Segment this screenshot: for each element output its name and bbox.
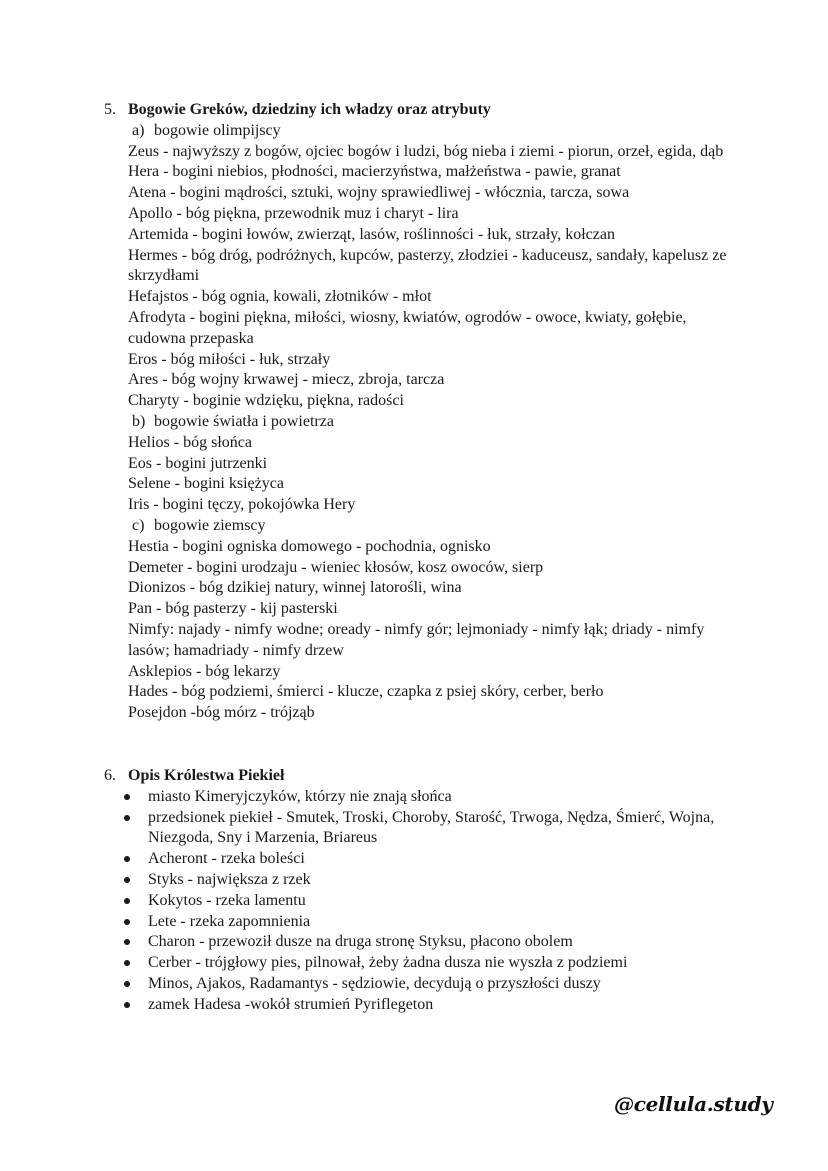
god-entry: Ares - bóg wojny krwawej - miecz, zbroja, tarcza	[128, 371, 445, 389]
god-entry: Helios - bóg słońca	[128, 433, 252, 451]
subsection-label: bogowie olimpijscy	[154, 121, 281, 139]
list-item	[104, 932, 744, 953]
bullet-icon	[124, 856, 130, 862]
list-item-text: zamek Hadesa -wokół strumień Pyriflegeton	[148, 995, 434, 1013]
list-item-text: Kokytos - rzeka lamentu	[148, 891, 306, 909]
list-item	[104, 870, 744, 891]
list-item	[104, 912, 744, 933]
list-item-text: przedsionek piekieł - Smutek, Troski, Choroby, Starość, Trwoga, Nędza, Śmierć, Wojna, Niezgoda, Sny i Marzenia, Briareus	[148, 808, 715, 847]
list-item	[104, 849, 744, 870]
underworld-list	[104, 787, 744, 1016]
god-entry: Asklepios - bóg lekarzy	[128, 662, 281, 680]
list-item-text: Charon - przewoził dusze na druga stronę Styksu, płacono obolem	[148, 933, 573, 951]
subsection-letter: c)	[132, 516, 145, 534]
bullet-icon	[124, 815, 130, 821]
section-number: 5.	[104, 101, 116, 118]
subsection-label: bogowie światła i powietrza	[154, 412, 334, 430]
list-item	[104, 953, 744, 974]
god-entry: Hades - bóg podziemi, śmierci - klucze, czapka z psiej skóry, cerber, berło	[128, 683, 604, 701]
god-entry: Charyty - boginie wdzięku, piękna, radości	[128, 392, 404, 410]
god-entry: Selene - bogini księżyca	[128, 475, 284, 493]
section-gods	[104, 100, 744, 724]
god-entry: Zeus - najwyższy z bogów, ojciec bogów i ludzi, bóg nieba i ziemi - piorun, orzeł, egida, dąb	[128, 142, 724, 160]
subsection-label: bogowie ziemscy	[154, 516, 266, 534]
bullet-icon	[124, 919, 130, 925]
god-entry: Apollo - bóg piękna, przewodnik muz i charyt - lira	[128, 204, 459, 222]
god-entry: Posejdon -bóg mórz - trójząb	[128, 704, 315, 722]
bullet-icon	[124, 794, 130, 800]
god-entry: Afrodyta - bogini piękna, miłości, wiosny, kwiatów, ogrodów - owoce, kwiaty, gołębie, cudowna przepaska	[128, 308, 687, 347]
section-title: Bogowie Greków, dziedziny ich władzy oraz atrybuty	[128, 101, 491, 118]
bullet-icon	[124, 981, 130, 987]
god-entry: Hermes - bóg dróg, podróżnych, kupców, pasterzy, złodziei - kaduceusz, sandały, kapelusz ze skrzydłami	[128, 246, 727, 285]
list-item	[104, 808, 744, 850]
bullet-icon	[124, 898, 130, 904]
god-groups	[104, 121, 744, 724]
god-entry: Hestia - bogini ogniska domowego - pochodnia, ognisko	[128, 537, 491, 555]
subsection-heading	[104, 412, 744, 433]
list-item-text: miasto Kimeryjczyków, którzy nie znają słońca	[148, 787, 452, 805]
god-entry: Dionizos - bóg dzikiej natury, winnej latorośli, wina	[128, 579, 462, 597]
subsection-heading	[104, 121, 744, 142]
list-item	[104, 891, 744, 912]
section-number: 6.	[104, 767, 116, 784]
subsection-letter: a)	[132, 121, 145, 139]
list-item-text: Styks - największa z rzek	[148, 870, 311, 888]
subsection-letter: b)	[132, 412, 146, 430]
god-entry: Eos - bogini jutrzenki	[128, 454, 268, 472]
god-entry: Artemida - bogini łowów, zwierząt, lasów, roślinności - łuk, strzały, kołczan	[128, 225, 615, 243]
god-entry: Pan - bóg pasterzy - kij pasterski	[128, 600, 338, 618]
list-item-text: Lete - rzeka zapomnienia	[148, 912, 311, 930]
list-item	[104, 995, 744, 1016]
subsection-heading	[104, 516, 744, 537]
list-item	[104, 974, 744, 995]
list-item	[104, 787, 744, 808]
section-title: Opis Królestwa Piekieł	[128, 767, 285, 784]
bullet-icon	[124, 1002, 130, 1008]
section-underworld	[104, 766, 744, 1016]
bullet-icon	[124, 960, 130, 966]
bullet-icon	[124, 877, 130, 883]
god-entry: Hefajstos - bóg ognia, kowali, złotników - młot	[128, 288, 432, 306]
god-entry: Atena - bogini mądrości, sztuki, wojny sprawiedliwej - włócznia, tarcza, sowa	[128, 184, 630, 202]
god-entry: Nimfy: najady - nimfy wodne; oready - nimfy gór; lejmoniady - nimfy łąk; driady - nimfy lasów; hamadriady - nimfy drzew	[128, 620, 705, 659]
god-entry: Eros - bóg miłości - łuk, strzały	[128, 350, 331, 368]
god-entry: Demeter - bogini urodzaju - wieniec kłosów, kosz owoców, sierp	[128, 558, 544, 576]
list-item-text: Minos, Ajakos, Radamantys - sędziowie, decydują o przyszłości duszy	[148, 974, 601, 992]
god-entry: Hera - bogini niebios, płodności, macierzyństwa, małżeństwa - pawie, granat	[128, 163, 621, 181]
list-item-text: Cerber - trójgłowy pies, pilnował, żeby żadna dusza nie wyszła z podziemi	[148, 954, 628, 972]
bullet-icon	[124, 939, 130, 945]
god-entry: Iris - bogini tęczy, pokojówka Hery	[128, 496, 356, 514]
watermark: @cellula.study	[614, 1092, 773, 1116]
list-item-text: Acheront - rzeka boleści	[148, 850, 305, 868]
section-6-heading	[104, 766, 744, 787]
section-5-heading	[104, 100, 744, 121]
